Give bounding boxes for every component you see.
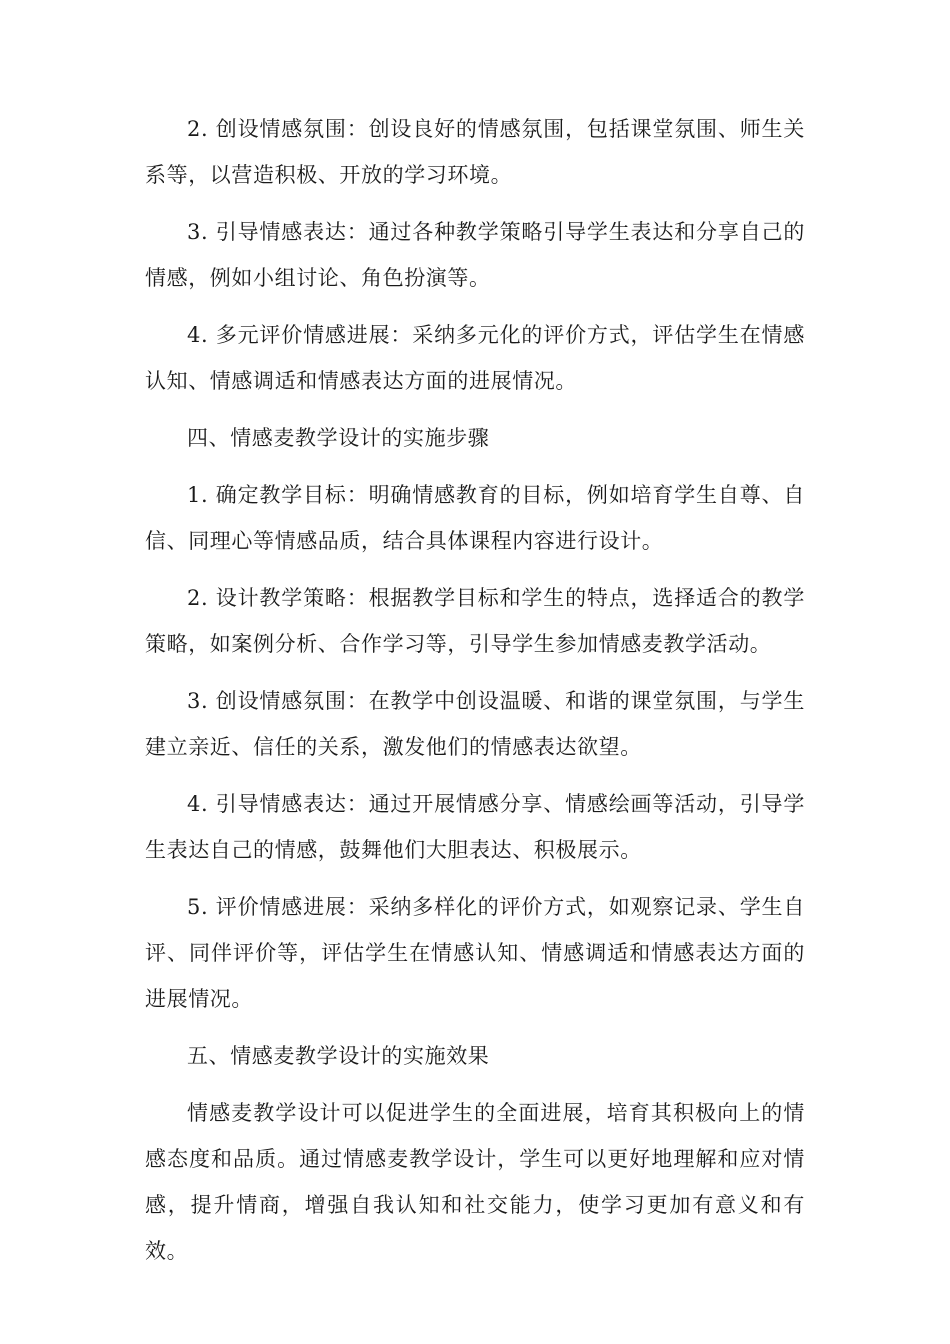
section-heading-implementation-steps: 四、情感麦教学设计的实施步骤	[187, 426, 490, 450]
list-item-teaching-strategy: 2. 设计教学策略：根据教学目标和学生的特点，选择适合的教学策略，如案例分析、合作学习等，引导学生参加情感麦教学活动。	[145, 586, 805, 656]
document-page	[145, 106, 805, 1285]
list-item-guide-emotion-expression: 4. 引导情感表达：通过开展情感分享、情感绘画等活动，引导学生表达自己的情感，鼓舞他们大胆表达、积极展示。	[145, 792, 805, 862]
list-item-teaching-goals: 1. 确定教学目标：明确情感教育的目标，例如培育学生自尊、自信、同理心等情感品质，结合具体课程内容进行设计。	[145, 483, 805, 553]
list-item-evaluate-progress: 5. 评价情感进展：采纳多样化的评价方式，如观察记录、学生自评、同伴评价等，评估学生在情感认知、情感调适和情感表达方面的进展情况。	[145, 895, 805, 1011]
list-item-guide-expression: 3. 引导情感表达：通过各种教学策略引导学生表达和分享自己的情感，例如小组讨论、角色扮演等。	[145, 220, 805, 290]
list-item-create-atmosphere: 2. 创设情感氛围：创设良好的情感氛围，包括课堂氛围、师生关系等，以营造积极、开放的学习环境。	[145, 117, 805, 187]
body-paragraph-effects: 情感麦教学设计可以促进学生的全面进展，培育其积极向上的情感态度和品质。通过情感麦教学设计，学生可以更好地理解和应对情感，提升情商，增强自我认知和社交能力，使学习更加有意义和有效。	[145, 1101, 805, 1263]
section-heading-implementation-effects: 五、情感麦教学设计的实施效果	[187, 1044, 490, 1068]
list-item-create-classroom-atmosphere: 3. 创设情感氛围：在教学中创设温暖、和谐的课堂氛围，与学生建立亲近、信任的关系，激发他们的情感表达欲望。	[145, 689, 805, 759]
list-item-diverse-evaluation: 4. 多元评价情感进展：采纳多元化的评价方式，评估学生在情感认知、情感调适和情感表达方面的进展情况。	[145, 323, 805, 393]
